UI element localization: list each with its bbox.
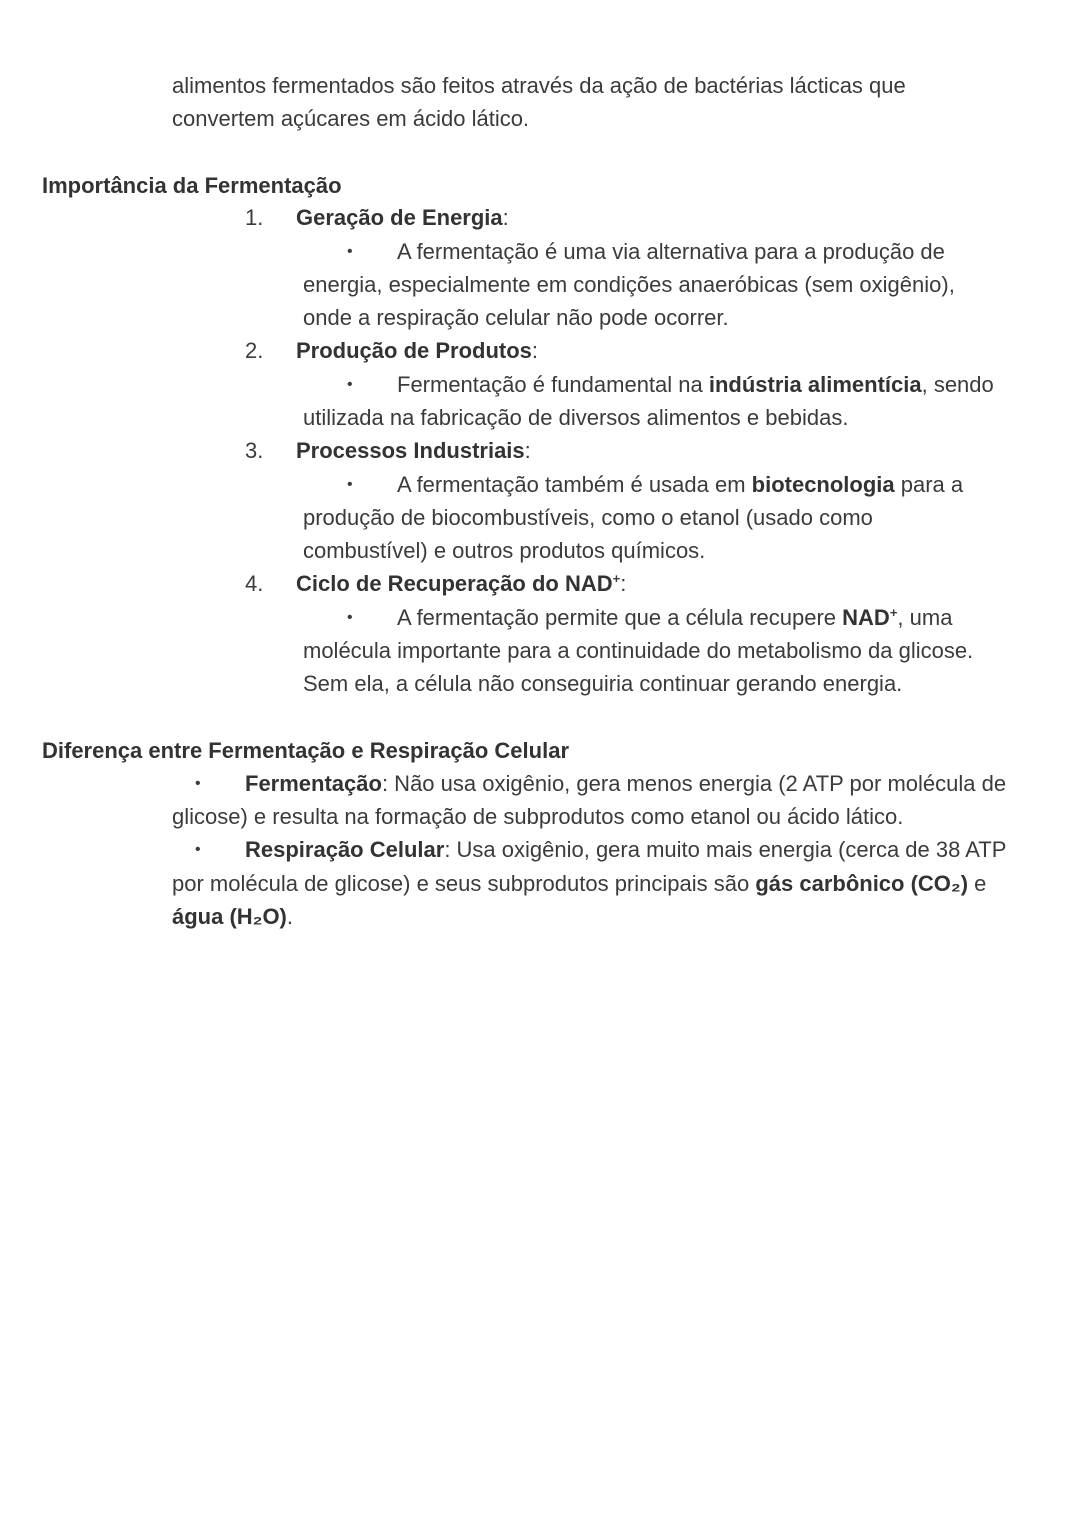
bold-text: água (H₂O): [172, 904, 287, 929]
text-line: [296, 201, 509, 234]
list-number: 4.: [245, 571, 264, 596]
text: energia, especialmente em condições anaeróbicas (sem oxigênio),: [303, 272, 955, 297]
text-line: [296, 334, 538, 367]
bold-text: indústria alimentícia: [708, 372, 922, 397]
text-line: [245, 833, 1006, 866]
text: : Não usa oxigênio, gera menos energia (2 ATP por molécula de: [381, 771, 1007, 796]
text-line: [397, 235, 945, 268]
text: e: [968, 871, 987, 896]
bold-text: Diferença entre Fermentação e Respiração Celular: [42, 738, 570, 763]
text-line: [296, 434, 531, 467]
text: Sem ela, a célula não conseguiria continuar gerando energia.: [303, 671, 903, 696]
text: Fermentação é fundamental na: [397, 372, 709, 397]
text-line: [172, 102, 529, 135]
bold-text: gás carbônico (CO₂): [755, 871, 969, 896]
section-heading: [42, 734, 569, 767]
text-line: [303, 268, 955, 301]
text-line: [397, 601, 952, 634]
text-line: [397, 468, 963, 501]
text: :: [524, 438, 531, 463]
bullet-icon: •: [347, 376, 353, 393]
list-number: 1.: [245, 205, 264, 230]
text: , uma: [897, 605, 953, 630]
text: , sendo: [921, 372, 994, 397]
bullet-icon: •: [347, 243, 353, 260]
text-line: [303, 301, 729, 334]
bullet-icon: •: [195, 841, 201, 858]
bold-text: Processos Industriais: [296, 438, 525, 463]
superscript: +: [612, 571, 621, 586]
bold-text: biotecnologia: [751, 472, 895, 497]
text: combustível) e outros produtos químicos.: [303, 538, 706, 563]
text: convertem açúcares em ácido lático.: [172, 106, 530, 131]
text: utilizada na fabricação de diversos alimentos e bebidas.: [303, 405, 849, 430]
bold-text: Fermentação: [245, 771, 382, 796]
text-line: [303, 501, 873, 534]
text-line: [172, 800, 903, 833]
superscript: +: [889, 605, 898, 620]
text-line: [245, 767, 1006, 800]
text-line: [303, 667, 902, 700]
list-number: 3.: [245, 438, 264, 463]
bold-text: Ciclo de Recuperação do NAD: [296, 571, 613, 596]
bullet-icon: •: [347, 609, 353, 626]
text: :: [531, 338, 539, 363]
text-line: [303, 401, 848, 434]
text: por molécula de glicose) e seus subprodutos principais são: [172, 871, 756, 896]
list-number: 2.: [245, 338, 264, 363]
text-line: [172, 867, 986, 900]
text: :: [620, 571, 627, 596]
bold-text: Produção de Produtos: [296, 338, 532, 363]
text: para a: [894, 472, 964, 497]
text-line: [172, 69, 906, 102]
text-line: [397, 368, 994, 401]
text: .: [286, 904, 294, 929]
bold-text: Geração de Energia: [296, 205, 503, 230]
text-line: [172, 900, 293, 933]
section-heading: [42, 169, 342, 202]
text: A fermentação permite que a célula recupere: [397, 605, 843, 630]
bold-text: Respiração Celular: [245, 837, 445, 862]
text: A fermentação é uma via alternativa para a produção de: [397, 239, 945, 264]
bullet-icon: •: [195, 775, 201, 792]
bullet-icon: •: [347, 476, 353, 493]
text: produção de biocombustíveis, como o etanol (usado como: [303, 505, 873, 530]
text: onde a respiração celular não pode ocorrer.: [303, 305, 729, 330]
text: molécula importante para a continuidade do metabolismo da glicose.: [303, 638, 974, 663]
text: : Usa oxigênio, gera muito mais energia (cerca de 38 ATP: [444, 837, 1007, 862]
text: glicose) e resulta na formação de subprodutos como etanol ou ácido lático.: [172, 804, 904, 829]
text-line: [296, 567, 626, 600]
bold-text: NAD: [842, 605, 890, 630]
bold-text: Importância da Fermentação: [42, 173, 342, 198]
text: alimentos fermentados são feitos através da ação de bactérias lácticas que: [172, 73, 906, 98]
text-line: [303, 534, 705, 567]
text-line: [303, 634, 973, 667]
text: :: [502, 205, 509, 230]
text: A fermentação também é usada em: [397, 472, 752, 497]
